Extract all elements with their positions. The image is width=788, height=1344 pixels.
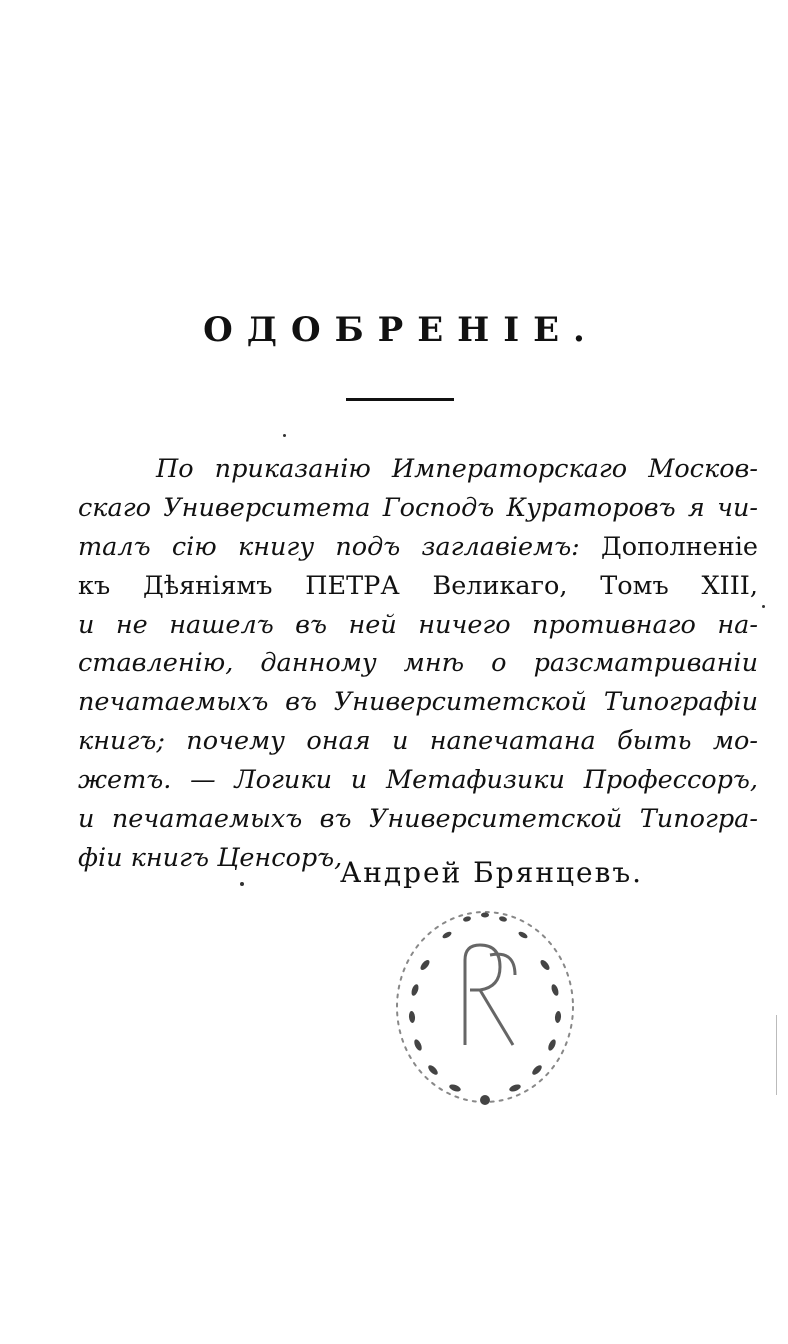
ink-speck [240, 882, 244, 886]
page-title: ОДОБРЕНІЕ. [203, 310, 599, 350]
book-title-line: къ Дѣяніямъ ПЕТРА Великаго, Томъ XIII, [78, 570, 758, 601]
text-line: и не нашелъ въ ней ничего противнаго на- [78, 609, 758, 640]
ink-speck [762, 605, 765, 608]
text-line: фіи книгъ Ценсоръ, [78, 842, 343, 873]
library-stamp-icon [385, 895, 585, 1115]
text-line: скаго Университета Господъ Кураторовъ я чи- [78, 492, 758, 523]
book-title-start: Дополненіе [601, 531, 758, 562]
censor-signature: Андрей Брянцевъ. [340, 856, 644, 889]
text-line: ставленію, данному мнѣ о разсматриваніи [78, 648, 758, 679]
scan-edge-mark [776, 1015, 777, 1095]
text-line: По приказанію Императорскаго Москов- [156, 454, 758, 484]
title-divider [346, 398, 454, 401]
text-line: жетъ. — Логики и Метафизики Профессоръ, [78, 765, 758, 796]
approval-text [78, 450, 758, 878]
text-line: книгъ; почему оная и напечатана быть мо- [78, 726, 758, 757]
ink-speck [283, 434, 286, 437]
text-segment: талъ сію книгу подъ заглавіемъ: [78, 531, 580, 562]
text-line-3 [78, 528, 758, 567]
text-line: печатаемыхъ въ Университетской Типографіи [78, 687, 758, 718]
text-line: и печатаемыхъ въ Университетской Типогра- [78, 804, 758, 835]
